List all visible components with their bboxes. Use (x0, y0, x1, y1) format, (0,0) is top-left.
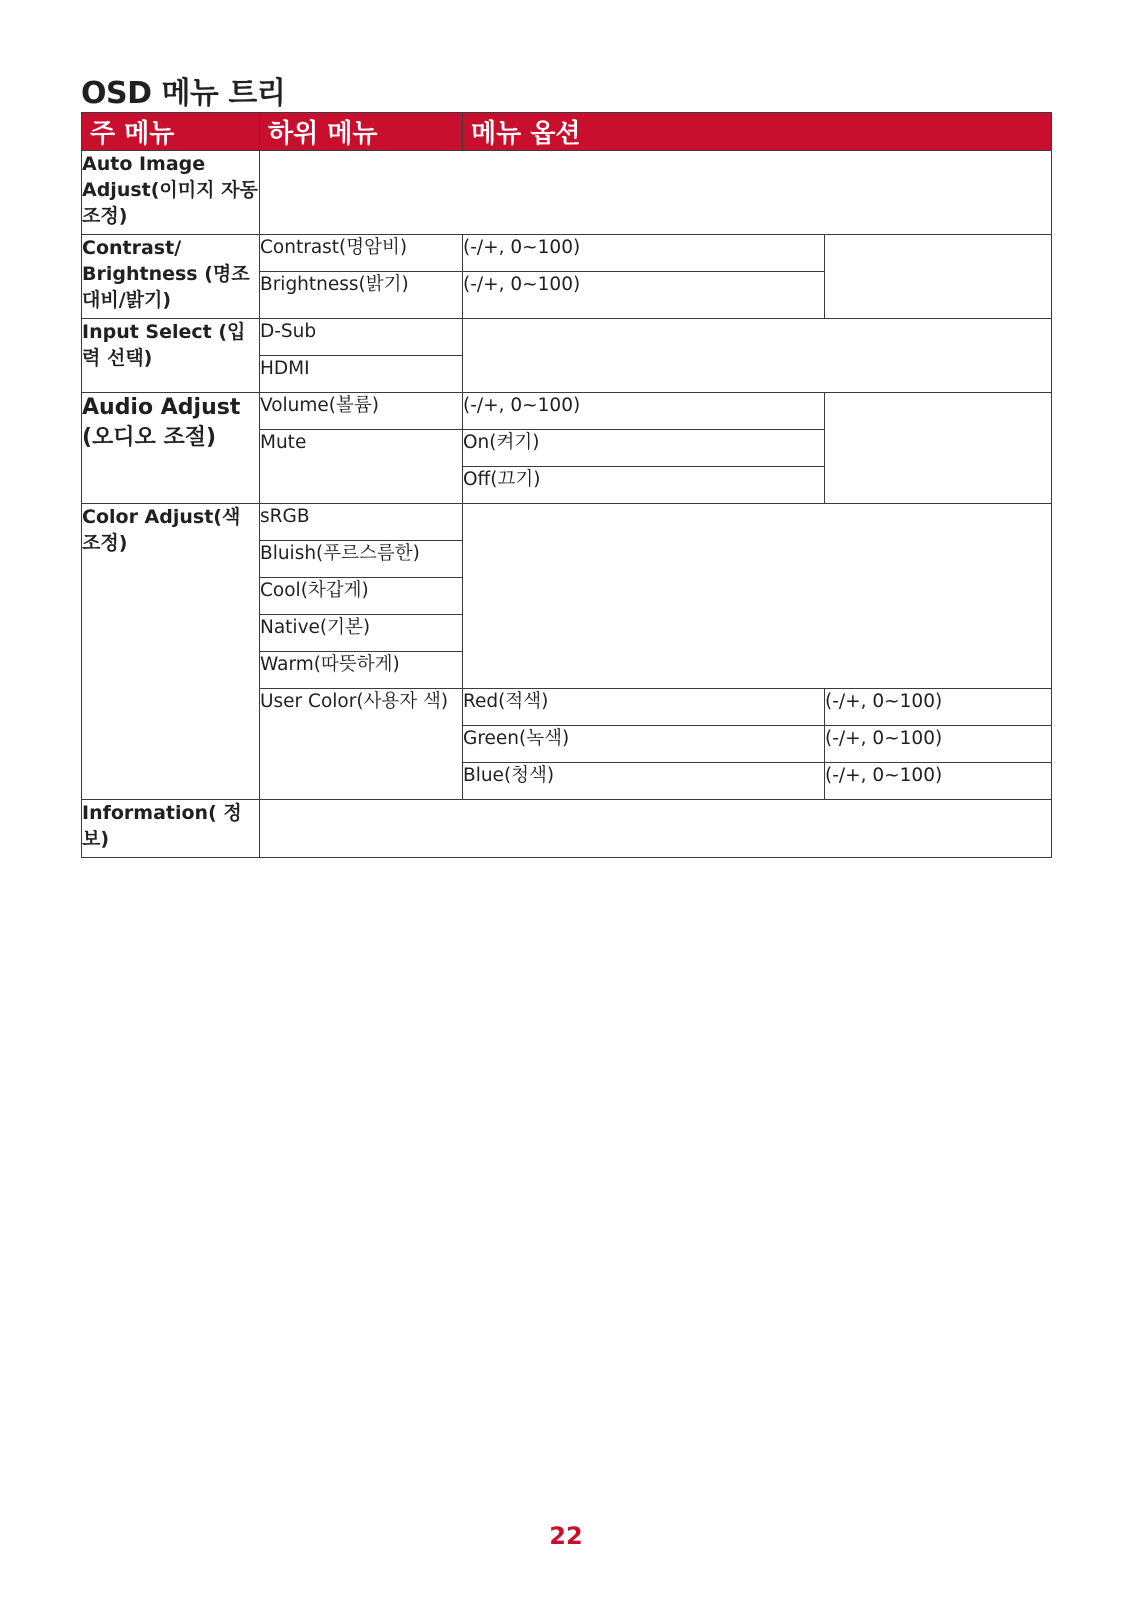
sub-menu-srgb: sRGB (260, 504, 463, 541)
table-row (82, 319, 1052, 356)
main-menu-color-adjust: Color Adjust(색 조정) (82, 504, 260, 800)
option-contrast-range: (-/+, 0~100) (463, 235, 825, 272)
empty-cell (260, 151, 1052, 235)
table-row (82, 800, 1052, 858)
sub-menu-warm: Warm(따뜻하게) (260, 652, 463, 689)
option-brightness-range: (-/+, 0~100) (463, 272, 825, 319)
main-menu-audio-adjust: Audio Adjust (오디오 조절) (82, 393, 260, 504)
option-volume-range: (-/+, 0~100) (463, 393, 825, 430)
main-menu-information: Information( 정보) (82, 800, 260, 858)
sub-menu-dsub: D-Sub (260, 319, 463, 356)
header-main-menu: 주 메뉴 (82, 113, 260, 151)
header-row (82, 113, 1052, 151)
empty-cell (825, 235, 1052, 319)
option-green: Green(녹색) (463, 726, 825, 763)
header-sub-menu: 하위 메뉴 (260, 113, 463, 151)
table-row (82, 393, 1052, 430)
empty-cell (463, 504, 1052, 689)
sub-menu-bluish: Bluish(푸르스름한) (260, 541, 463, 578)
empty-cell (825, 393, 1052, 504)
sub-menu-native: Native(기본) (260, 615, 463, 652)
header-menu-options: 메뉴 옵션 (463, 113, 1052, 151)
sub-menu-contrast: Contrast(명암비) (260, 235, 463, 272)
table-row (82, 235, 1052, 272)
option-mute-off: Off(끄기) (463, 467, 825, 504)
option-blue: Blue(청색) (463, 763, 825, 800)
sub-menu-brightness: Brightness(밝기) (260, 272, 463, 319)
option-red-range: (-/+, 0~100) (825, 689, 1052, 726)
table-row (82, 504, 1052, 541)
page-number: 22 (549, 1522, 583, 1550)
sub-menu-user-color: User Color(사용자 색) (260, 689, 463, 800)
empty-cell (463, 319, 1052, 393)
page-title: OSD 메뉴 트리 (81, 76, 286, 111)
main-menu-auto-image-adjust: Auto Image Adjust(이미지 자동 조정) (82, 151, 260, 235)
table-row (82, 151, 1052, 235)
option-red: Red(적색) (463, 689, 825, 726)
empty-cell (260, 800, 1052, 858)
osd-menu-tree-table (81, 112, 1052, 858)
option-green-range: (-/+, 0~100) (825, 726, 1052, 763)
sub-menu-mute: Mute (260, 430, 463, 504)
main-menu-contrast-brightness: Contrast/ Brightness (명조 대비/밝기) (82, 235, 260, 319)
option-blue-range: (-/+, 0~100) (825, 763, 1052, 800)
sub-menu-hdmi: HDMI (260, 356, 463, 393)
main-menu-input-select: Input Select (입력 선택) (82, 319, 260, 393)
sub-menu-volume: Volume(볼륨) (260, 393, 463, 430)
sub-menu-cool: Cool(차갑게) (260, 578, 463, 615)
option-mute-on: On(켜기) (463, 430, 825, 467)
